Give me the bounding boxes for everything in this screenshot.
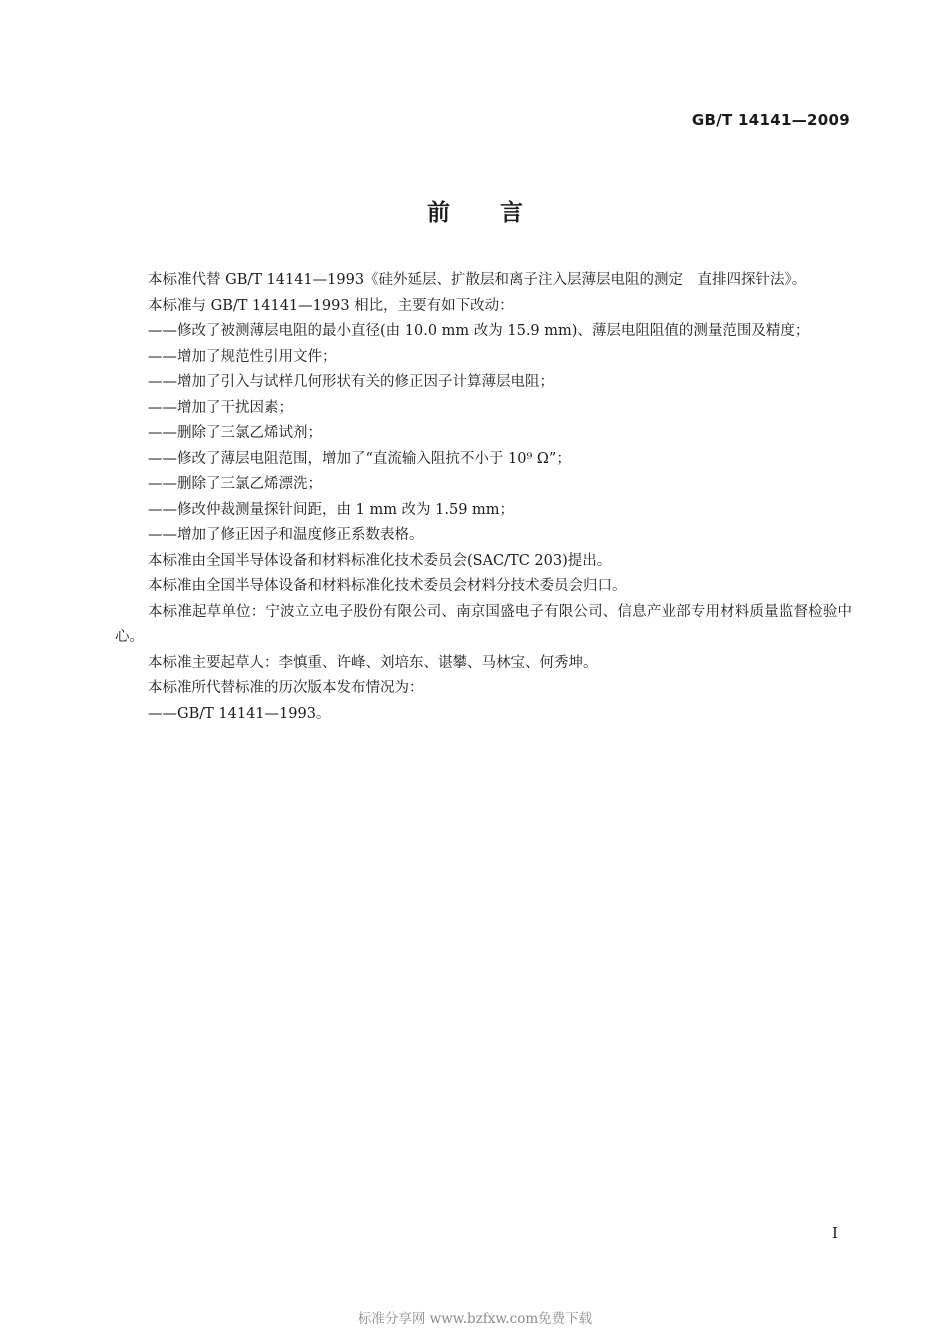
foreword-body	[115, 268, 852, 727]
watermark: 标准分享网 www.bzfxw.com免费下载	[357, 1311, 593, 1327]
paragraph-drafting-units: 本标准起草单位：宁波立立电子股份有限公司、南京国盛电子有限公司、信息产业部专用材料质量监督检验中心。	[115, 603, 852, 645]
list-item: ——增加了修正因子和温度修正系数表格。	[148, 527, 424, 543]
paragraph-changes-intro: 本标准与 GB/T 14141—1993 相比，主要有如下改动：	[148, 297, 514, 314]
paragraph-replaces: 本标准代替 GB/T 14141—1993《硅外延层、扩散层和离子注入层薄层电阻的测定 直排四探针法》。	[148, 272, 807, 288]
list-item: ——修改了薄层电阻范围，增加了“直流输入阻抗不小于 10⁹ Ω”；	[148, 450, 571, 467]
list-item: ——GB/T 14141—1993。	[148, 705, 331, 722]
list-item: ——增加了规范性引用文件；	[148, 348, 337, 365]
paragraph-drafters: 本标准主要起草人：李慎重、许峰、刘培东、谌攀、马林宝、何秀坤。	[148, 654, 598, 671]
list-item: ——增加了干扰因素；	[148, 399, 293, 416]
page-number: I	[832, 1224, 838, 1242]
paragraph-proposed-by: 本标准由全国半导体设备和材料标准化技术委员会(SAC/TC 203)提出。	[148, 552, 612, 569]
page-title: 前言	[427, 200, 573, 226]
standard-number: GB/T 14141—2009	[691, 111, 850, 129]
paragraph-history-intro: 本标准所代替标准的历次版本发布情况为：	[148, 680, 424, 696]
list-item: ——删除了三氯乙烯漂洗；	[148, 476, 322, 492]
list-item: ——增加了引入与试样几何形状有关的修正因子计算薄层电阻；	[148, 374, 554, 390]
list-item: ——修改仲裁测量探针间距，由 1 mm 改为 1.59 mm；	[148, 501, 515, 518]
list-item: ——修改了被测薄层电阻的最小直径(由 10.0 mm 改为 15.9 mm)、薄层电阻阻值的测量范围及精度；	[148, 323, 810, 339]
paragraph-centralized-by: 本标准由全国半导体设备和材料标准化技术委员会材料分技术委员会归口。	[148, 578, 627, 594]
list-item: ——删除了三氯乙烯试剂；	[148, 425, 322, 441]
